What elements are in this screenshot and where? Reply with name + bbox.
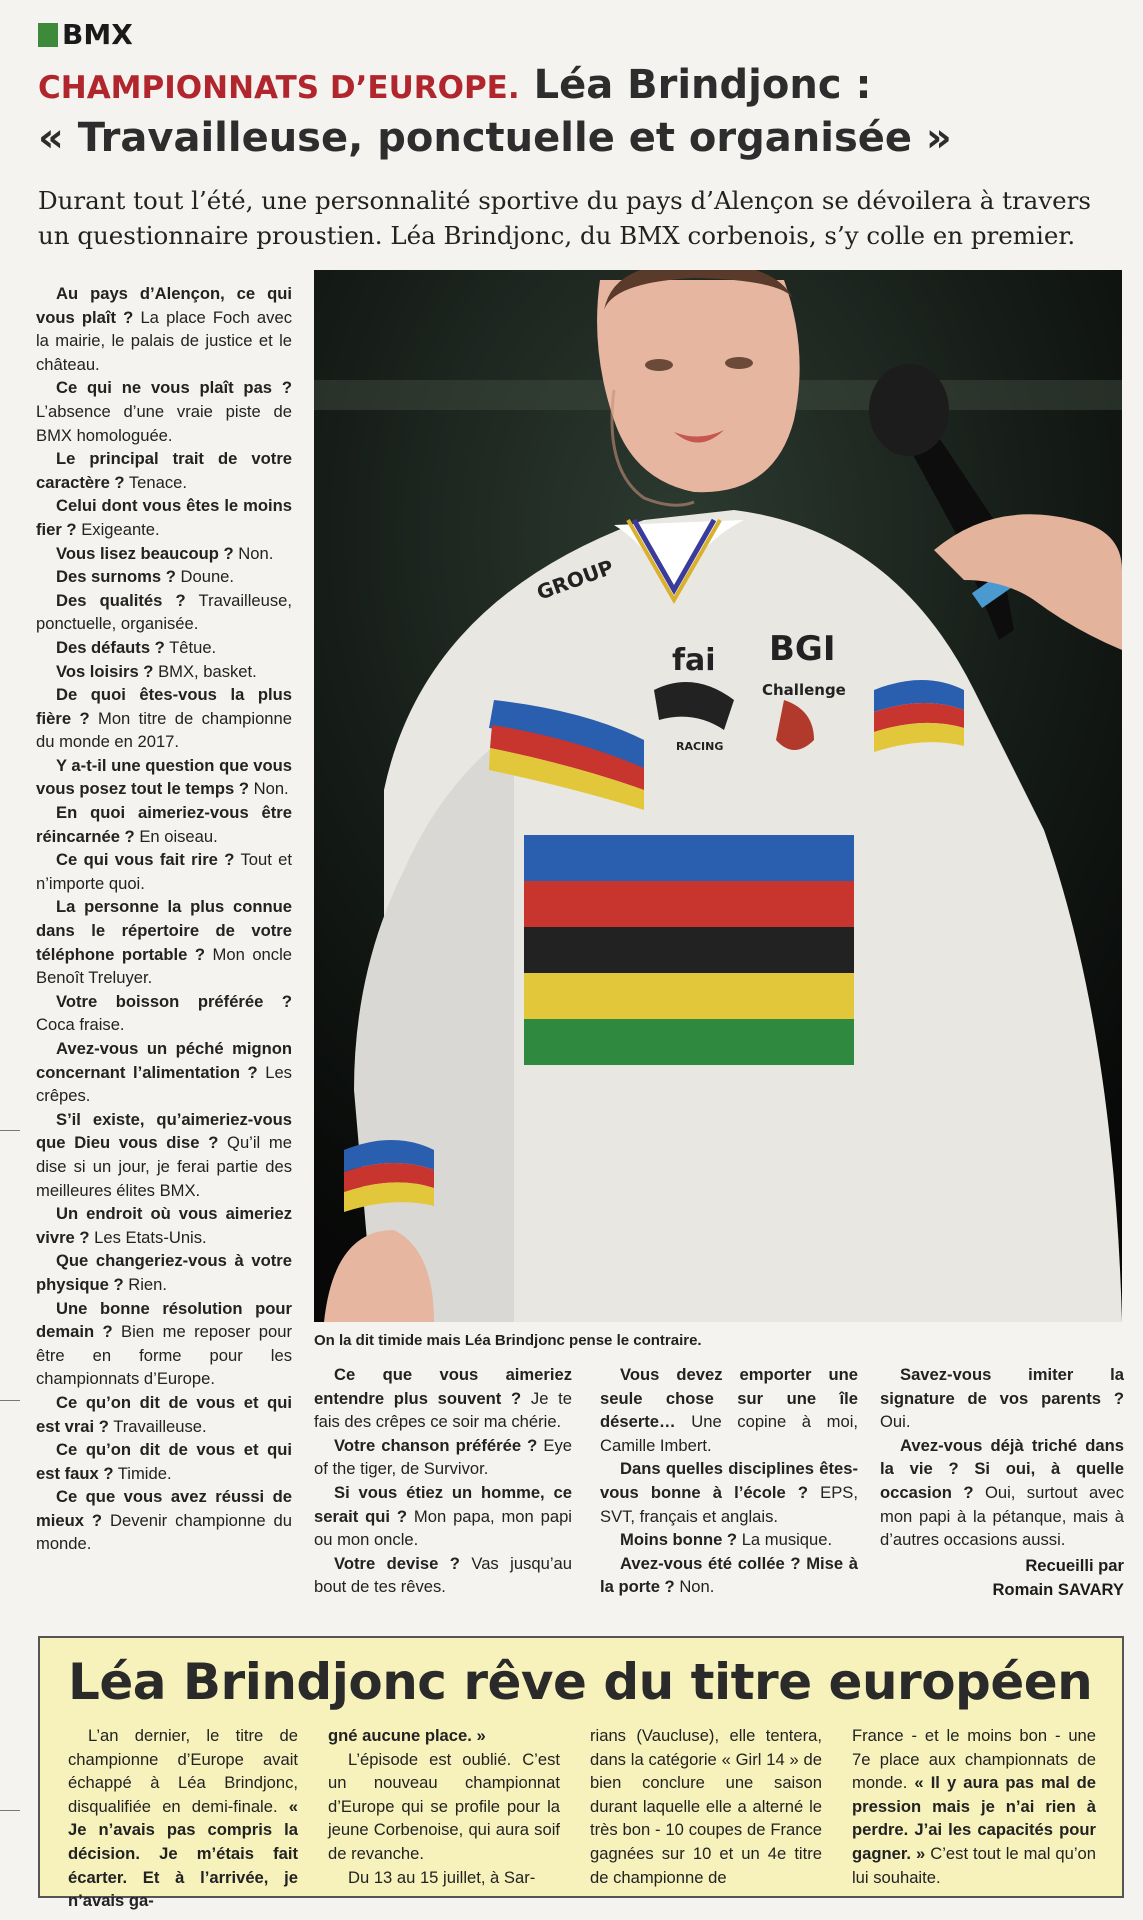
headline-title-1: Léa Brindjonc : <box>533 62 872 108</box>
qa-question: Un endroit où vous aimeriez vivre ? <box>36 1204 292 1247</box>
signature-author: Romain SAVARY <box>992 1579 1124 1599</box>
qa-question: Des défauts ? <box>56 637 165 657</box>
qa-answer: Mon papa, mon papi ou mon oncle. <box>314 1506 572 1550</box>
questionnaire-column-3 <box>600 1363 858 1599</box>
sidebar-box <box>38 1636 1124 1911</box>
qa-item <box>36 1297 292 1391</box>
qa-item <box>600 1457 858 1528</box>
qa-answer: Les crêpes. <box>36 1062 292 1106</box>
qa-question: Ce qui vous fait rire ? <box>56 850 235 870</box>
photo-caption: On la dit timide mais Léa Brindjonc pense le contraire. <box>314 1332 702 1349</box>
qa-question: Dans quelles disciplines êtes-vous bonne à l’école ? <box>600 1459 858 1502</box>
qa-question: Si vous étiez un homme, ce serait qui ? <box>314 1482 572 1526</box>
qa-item <box>36 376 292 447</box>
qa-item <box>600 1363 858 1457</box>
qa-question: Moins bonne ? <box>620 1530 738 1550</box>
box-column-2 <box>328 1724 560 1889</box>
qa-answer: Travailleuse. <box>113 1416 207 1436</box>
qa-question: Votre devise ? <box>334 1553 460 1573</box>
box-col4-quote: « Il y aura pas mal de pression mais je n’ai rien à perdre. J’ai les capacités pour gagner. » <box>852 1773 1096 1863</box>
article-chapo: Durant tout l’été, une personnalité sportive du pays d’Alençon se dévoilera à travers un questionnaire proustien. Léa Brindjonc, du BMX corbenois, s’y colle en premier. <box>38 186 1091 250</box>
qa-item <box>314 1363 572 1434</box>
box-title: Léa Brindjonc rêve du titre européen <box>68 1653 1093 1711</box>
qa-question: Au pays d’Alençon, ce qui vous plaît ? <box>36 284 292 327</box>
qa-answer: Devenir championne du monde. <box>36 1510 292 1554</box>
qa-item <box>314 1481 572 1552</box>
qa-item <box>36 1249 292 1296</box>
qa-item <box>36 565 292 589</box>
photo-illustration <box>314 270 1122 1322</box>
qa-item <box>36 1485 292 1556</box>
qa-question: Que changeriez-vous à votre physique ? <box>36 1251 292 1294</box>
qa-item <box>36 990 292 1037</box>
qa-question: Vous devez emporter une seule chose sur une île déserte… <box>600 1365 858 1432</box>
rubric-square-icon <box>38 23 58 47</box>
headline-title-2: « Travailleuse, ponctuelle et organisée » <box>38 115 952 161</box>
qa-answer: Oui, surtout avec mon papi à la pétanque, mais à d’autres occasions aussi. <box>880 1482 1124 1550</box>
qa-answer: Tout et n’importe quoi. <box>36 850 292 893</box>
qa-item <box>314 1552 572 1599</box>
qa-item <box>600 1528 858 1552</box>
qa-question: La personne la plus connue dans le répertoire de votre téléphone portable ? <box>36 897 292 964</box>
qa-item <box>36 1202 292 1249</box>
box-column-3 <box>590 1724 822 1889</box>
qa-question: Celui dont vous êtes le moins fier ? <box>36 496 292 539</box>
qa-item <box>36 754 292 801</box>
qa-item <box>36 895 292 989</box>
fold-mark <box>0 1810 20 1811</box>
qa-question: Savez-vous imiter la signature de vos parents ? <box>880 1365 1124 1408</box>
qa-question: Des surnoms ? <box>56 567 176 587</box>
article-headline <box>38 60 1118 163</box>
qa-item <box>36 589 292 636</box>
qa-item <box>36 447 292 494</box>
qa-item <box>600 1552 858 1599</box>
qa-answer: Les Etats-Unis. <box>94 1227 207 1247</box>
qa-item <box>36 848 292 895</box>
qa-answer: Je te fais des crêpes ce soir ma chérie. <box>314 1388 572 1432</box>
qa-item <box>36 1108 292 1202</box>
box-col4-end: C’est tout le mal qu’on lui souhaite. <box>852 1843 1096 1887</box>
qa-item <box>36 801 292 848</box>
box-column-1 <box>68 1724 298 1913</box>
qa-question: Y a-t-il une question que vous vous posez tout le temps ? <box>36 755 292 799</box>
qa-item <box>36 1037 292 1108</box>
qa-answer: Eye of the tiger, de Survivor. <box>314 1435 572 1479</box>
qa-answer: Timide. <box>117 1463 172 1483</box>
qa-item <box>36 660 292 684</box>
box-col1-text: L’an dernier, le titre de championne d’Europe avait échappé à Léa Brindjonc, disqualifiée en demi-finale. <box>68 1726 298 1816</box>
qa-question: En quoi aimeriez-vous être réincarnée ? <box>36 803 292 846</box>
box-col1-quote: « Je n’avais pas compris la décision. Je m’étais fait écarter. Et à l’arrivée, je n’avais ga- <box>68 1796 298 1911</box>
qa-answer: Qu’il me dise si un jour, je ferai partie des meilleures élites BMX. <box>36 1133 292 1200</box>
headline-kicker: CHAMPIONNATS D’EUROPE. <box>38 70 520 106</box>
qa-question: De quoi êtes-vous la plus fière ? <box>36 685 292 728</box>
jersey-sponsor-4: fai <box>672 643 716 678</box>
jersey-sponsor-1: GROUP <box>533 554 617 605</box>
qa-question: Ce que vous avez réussi de mieux ? <box>36 1487 292 1530</box>
qa-answer: Une copine à moi, Camille Imbert. <box>600 1412 858 1455</box>
qa-question: Une bonne résolution pour demain ? <box>36 1298 292 1342</box>
article-signature <box>880 1554 1124 1601</box>
fold-mark <box>0 1130 20 1131</box>
box-col2-text-2: Du 13 au 15 juillet, à Sar- <box>348 1867 536 1887</box>
qa-answer: L’absence d’une vraie piste de BMX homologuée. <box>36 401 292 445</box>
qa-item <box>36 494 292 541</box>
headline-line-1 <box>38 60 1118 113</box>
qa-question: S’il existe, qu’aimeriez-vous que Dieu vous dise ? <box>36 1109 292 1153</box>
qa-question: Vos loisirs ? <box>56 661 154 681</box>
qa-item <box>36 1391 292 1438</box>
signature-line-1: Recueilli par <box>1025 1556 1124 1575</box>
qa-item <box>314 1434 572 1481</box>
qa-question: Avez-vous un péché mignon concernant l’alimentation ? <box>36 1039 292 1082</box>
qa-item <box>880 1363 1124 1434</box>
box-col2-quote: gné aucune place. » <box>328 1726 486 1745</box>
rubric-label: BMX <box>62 18 133 51</box>
jersey-sponsor-3: Challenge <box>762 681 846 699</box>
qa-answer: Rien. <box>128 1274 167 1294</box>
qa-item <box>36 1438 292 1485</box>
qa-question: Votre boisson préférée ? <box>56 991 292 1011</box>
qa-question: Des qualités ? <box>56 590 186 610</box>
qa-question: Vous lisez beaucoup ? <box>56 543 234 563</box>
qa-answer: Vas jusqu’au bout de tes rêves. <box>314 1553 572 1597</box>
jersey-sponsor-2: BGI <box>769 629 836 669</box>
qa-item <box>36 542 292 566</box>
box-col3-text: rians (Vaucluse), elle tentera, dans la catégorie « Girl 14 » de bien conclure une saison durant laquelle elle a alterné le très bon - 10 coupes de France gagnées sur 10 et un 4e titre de championne de <box>590 1726 822 1887</box>
qa-answer: La place Foch avec la mairie, le palais de justice et le château. <box>36 307 292 374</box>
qa-answer: Têtue. <box>169 637 217 657</box>
qa-question: Ce qui ne vous plaît pas ? <box>56 378 292 398</box>
fold-mark <box>0 1400 20 1401</box>
qa-answer: Mon oncle Benoît Treluyer. <box>36 944 292 988</box>
qa-item <box>36 636 292 660</box>
qa-answer: Tenace. <box>128 472 187 492</box>
qa-question: Le principal trait de votre caractère ? <box>36 449 292 492</box>
qa-question: Ce que vous aimeriez entendre plus souvent ? <box>314 1365 572 1408</box>
questionnaire-column-2 <box>314 1363 572 1599</box>
article-photo <box>314 270 1122 1322</box>
qa-answer: Non. <box>238 543 274 563</box>
qa-answer: Exigeante. <box>81 519 160 539</box>
jersey-sponsor-5: RACING <box>676 740 724 753</box>
box-col2-text-1: L’épisode est oublié. C’est un nouveau championnat d’Europe qui se profile pour la jeune Corbenoise, qui aura soif de revanche. <box>328 1749 560 1863</box>
box-col4-text: France - et le moins bon - une 7e place aux championnats de monde. <box>852 1726 1096 1793</box>
qa-answer: Travailleuse, ponctuelle, organisée. <box>36 590 292 634</box>
questionnaire-column-4 <box>880 1363 1124 1552</box>
qa-answer: Mon titre de championne du monde en 2017. <box>36 708 292 752</box>
qa-question: Avez-vous déjà triché dans la vie ? Si oui, à quelle occasion ? <box>880 1435 1124 1502</box>
qa-question: Avez-vous été collée ? Mise à la porte ? <box>600 1553 858 1597</box>
qa-answer: Doune. <box>180 567 235 587</box>
qa-answer: Non. <box>253 779 289 799</box>
qa-question: Ce qu’on dit de vous et qui est faux ? <box>36 1440 292 1483</box>
questionnaire-column-1 <box>36 282 292 1556</box>
qa-answer: Coca fraise. <box>36 1015 125 1035</box>
qa-item <box>36 282 292 376</box>
qa-answer: BMX, basket. <box>158 661 257 681</box>
qa-answer: La musique. <box>741 1530 833 1550</box>
section-rubric <box>38 18 133 51</box>
box-column-4 <box>852 1724 1096 1889</box>
qa-question: Votre chanson préférée ? <box>334 1435 538 1455</box>
qa-answer: Non. <box>679 1577 715 1597</box>
qa-answer: EPS, SVT, français et anglais. <box>600 1482 858 1526</box>
qa-answer: Oui. <box>880 1412 911 1432</box>
qa-item <box>880 1434 1124 1552</box>
qa-item <box>36 683 292 754</box>
qa-answer: Bien me reposer pour être en forme pour les championnats d’Europe. <box>36 1322 292 1389</box>
qa-question: Ce qu’on dit de vous et qui est vrai ? <box>36 1392 292 1436</box>
qa-answer: En oiseau. <box>139 826 218 846</box>
